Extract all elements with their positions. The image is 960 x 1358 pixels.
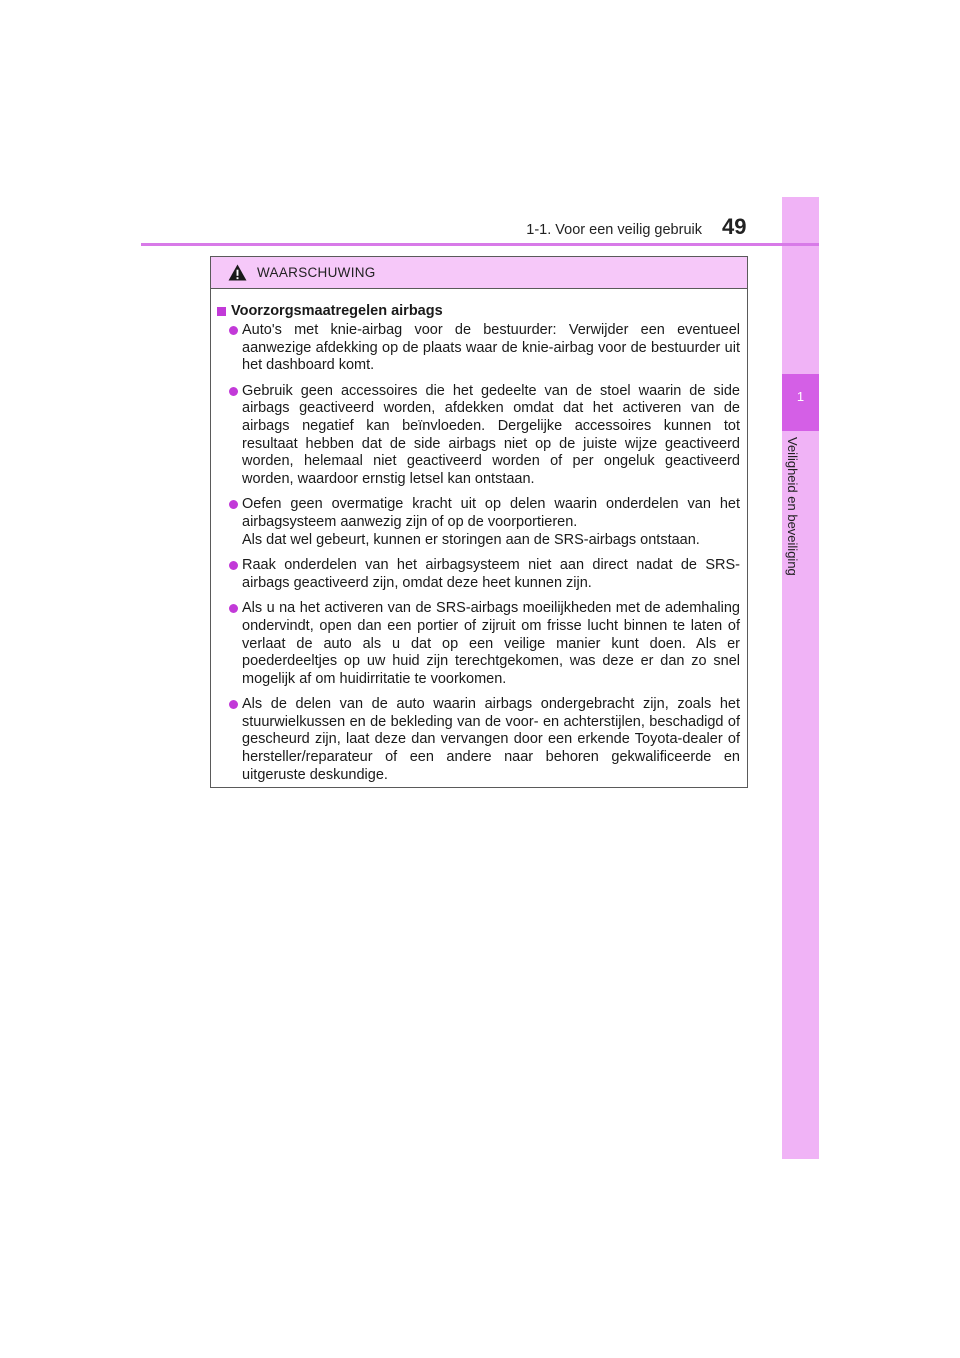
list-item-text: Raak onderdelen van het airbagsysteem niet aan direct nadat de SRS-airbags geactiveerd zijn, omdat deze heet kunnen zijn. [242,557,740,591]
list-item-text-extra: Als dat wel gebeurt, kunnen er storingen aan de SRS-airbags ontstaan. [242,531,700,548]
warning-subheading [217,303,740,319]
list-item-text: Oefen geen overmatige kracht uit op delen waarin onderdelen van het airbagsysteem aanwezig zijn of op de voorportieren. [242,496,740,530]
list-item [217,696,740,784]
bullet-icon [229,604,238,613]
page-number: 49 [722,214,747,239]
bullet-icon [229,561,238,570]
list-item-text: Als de delen van de auto waarin airbags ondergebracht zijn, zoals het stuurwielkussen en de bekleding van de voor- en achterstijlen, beschadigd of gescheurd zijn, laat deze dan vervangen door een erkende Toyota-dealer of hersteller/reparateur of een andere naar behoren gekwalificeerde en uitgeruste deskundige. [242,696,740,783]
list-item-text: Als u na het activeren van de SRS-airbags moeilijkheden met de ademhaling ondervindt, open dan een portier of zijruit om frisse lucht binnen te laten of verlaat de auto als u dat op een veilige manier kunt doen. Als er poederdeeltjes op uw huid zijn terechtgekomen, was deze er dan zo snel mogelijk af om huidirritatie te voorkomen. [242,600,740,687]
list-item [217,383,740,489]
list-item [217,557,740,592]
list-item [217,600,740,688]
header-divider [141,243,819,246]
section-title: 1-1. Voor een veilig gebruik [526,222,702,238]
bullet-icon [229,500,238,509]
list-item [217,322,740,375]
side-tab [782,197,819,1159]
warning-header [211,257,747,289]
warning-triangle-icon [228,264,247,281]
warning-box [210,256,748,788]
chapter-number: 1 [796,389,805,404]
bullet-icon [229,326,238,335]
warning-title: WAARSCHUWING [257,265,376,280]
list-item [217,496,740,549]
list-item-text: Auto's met knie-airbag voor de bestuurder: Verwijder een eventueel aanwezige afdekking op de plaats waar de knie-airbag voor de bestuurder uit het dashboard komt. [242,322,740,374]
warning-heading-text: Voorzorgsmaatregelen airbags [231,303,443,319]
square-bullet-icon [217,307,226,316]
list-item-text: Gebruik geen accessoires die het gedeelte van de stoel waarin de side airbags geactiveerd worden, afdekken omdat dat het activeren van de airbags negatief kan beïnvloeden. Dergelijke accessoires kunnen tot resultaat hebben dat de side airbags niet op de juiste wijze geactiveerd worden, helemaal niet geactiveerd worden of per ongeluk geactiveerd worden, waardoor ernstig letsel kan ontstaan. [242,382,740,487]
bullet-icon [229,700,238,709]
warning-body [211,289,747,784]
bullet-icon [229,387,238,396]
chapter-title: Veiligheid en beveiliging [785,437,800,576]
